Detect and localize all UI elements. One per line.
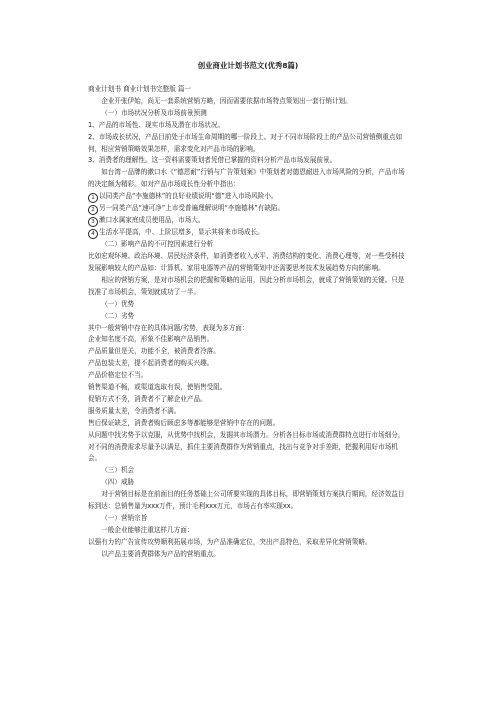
list-item: 产品质量但是关，功能不全，被消费者冷落。 — [88, 347, 220, 356]
paragraph: 以强有力的广告宣传攻势顺利拓展市场，为产品准确定位，突出产品特色，采取差异化营销策略。 — [88, 537, 372, 546]
section-heading: 商业计划书 商业计划书完整版 篇一 — [88, 85, 192, 93]
paragraph: 以产品主要消费群体为产品的营销重点。 — [101, 549, 220, 558]
subsection-heading: （四）威胁 — [101, 478, 135, 487]
paragraph: 一般企业能够注重这样几方面： — [101, 525, 194, 534]
subsection-heading: （三）机会 — [101, 466, 135, 475]
paragraph: 相应的营销方案，是对市场机会的把握和策略的运用，因此分析市场机会，就成了营销策划的关键。只是找准了市场机会，策划就成功了一半。 — [88, 275, 405, 296]
list-item-text: 漱口水属家庭成员使用品，市场大。 — [99, 216, 205, 225]
list-item: 服务质量太差，令消费者不满。 — [88, 406, 181, 415]
paragraph: 对于营销目标是在前面目的任务基础上公司所要实现的具体目标，即营销策划方案执行期间，经济效益目标到达：总销售量为xxx万件，预计毛利xxx万元，市场占有率实现xx。 — [88, 490, 405, 511]
paragraph: 比如宏观环境、政治环境、居民经济条件，如消费者收入水平、消费结构的变化、消费心理等，对一些受科技发展影响较大的产品如：计算机、家用电器等产品的营销策划中还需要思考技术发展趋势方向的影响。 — [88, 252, 405, 272]
circled-number: 2 — [88, 205, 98, 215]
circled-list-item — [88, 227, 410, 239]
list-item: 企业知名度不高，形象不佳影响产品销售。 — [88, 335, 214, 344]
document-title: 创业商业计划书范文(优秀8篇) — [197, 61, 299, 70]
document-body — [88, 84, 410, 561]
circled-number: 3 — [88, 217, 98, 227]
list-item: 产品包装太差，提不起消费者的购买兴趣。 — [88, 359, 214, 368]
circled-number: 1 — [88, 193, 98, 203]
subsection-heading: （一）营销宗旨 — [101, 514, 148, 522]
list-item: 促销方式不务，消费者不了解企业产品。 — [88, 394, 207, 403]
list-item-text: 另一同类产品“速可净”上市受普遍理解说明“李施德林”有缺陷。 — [99, 204, 285, 213]
subsection-heading: （二）影响产品的不可控因素进行分析 — [101, 240, 214, 249]
list-item-text: 以同类产品“李施德林”的良好业绩说明“德”进入市场风险小。 — [99, 192, 278, 201]
list-item: 销售渠道不畅，或渠道选取有误，使销售受阻。 — [88, 383, 227, 392]
list-item: 售后保证缺乏，消费者购后顾虑多等都能够是营销中存在的问题。 — [88, 418, 280, 427]
paragraph: 如台湾一品牌的漱口水《“德恩耐”行销与广告策划案》中策划者对德恩耐进入市场风险的分析，产品市场的决定颇为精彩。如对产品市场成长性分析中指出： — [88, 168, 405, 189]
paragraph: 其中一般营销中存在的具体问题/劣势，表现为多方面： — [88, 323, 249, 332]
subsection-heading: （二）劣势 — [101, 311, 135, 320]
paragraph: 从问题中找劣势予以克服，从优势中找机会，发掘其市场潜力。分析各目标市场或消费群特点进行市场细分，对不同的消费需求尽量予以满足，抓住主要消费群作为营销重点，找出与竞争对手差距，把握利用好市场机会。 — [88, 430, 405, 463]
circled-number: 4 — [88, 229, 98, 239]
subsection-heading: （一）优势 — [101, 299, 135, 308]
list-item: 2、市场成长状况，产品目前处于市场生命周期的哪一阶段上。对于不同市场阶段上的产品公司营销侧重点如何，相应营销策略效果怎样，需求变化对产品市场的影响。 — [88, 132, 403, 153]
list-item-text: 生活水平提高，中、上阶层增多，显示其将来市场成长。 — [99, 228, 264, 237]
subsection-heading: （一）市场状况分析及市场前景预测 — [101, 108, 207, 117]
list-item: 1、产品的市场性、现实市场及潜在市场状况。 — [88, 120, 225, 129]
circled-list-item — [88, 191, 410, 203]
list-item: 产品价格定位不当。 — [88, 371, 148, 380]
circled-list-item — [88, 203, 410, 215]
list-item: 3、消费者的理解性。这一资料需要策划者凭借已掌握的资料分析产品市场发展前景。 — [88, 156, 337, 165]
paragraph: 企业开张伊始，尚无一套系统营销方略，因而需要依据市场特点策划出一套行销计划。 — [101, 96, 352, 105]
circled-list-item — [88, 215, 410, 227]
